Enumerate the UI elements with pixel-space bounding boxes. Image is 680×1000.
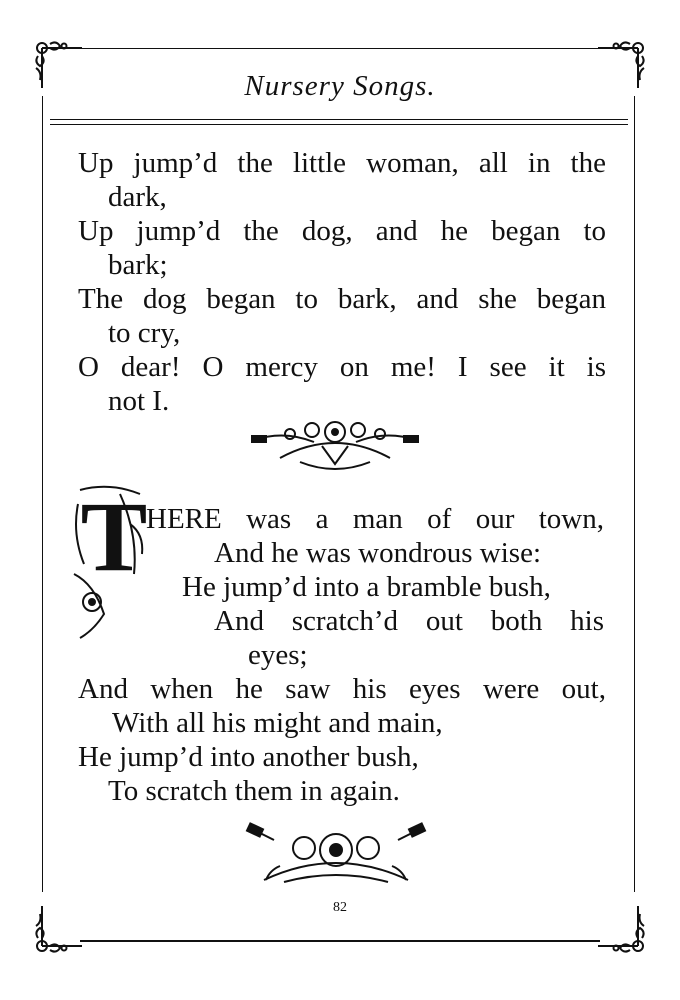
verse-line: to cry,	[108, 317, 181, 349]
verse-line: And scratch’d out both his	[214, 605, 604, 637]
drop-cap-text: T	[80, 484, 148, 592]
verse-line: And when he saw his eyes were out,	[78, 673, 606, 705]
verse-line: eyes;	[248, 639, 308, 671]
verse-line: HERE was a man of our town,	[146, 503, 604, 535]
frame-left-line	[42, 96, 43, 892]
title-rule-lower	[50, 124, 628, 125]
verse-line: He jump’d into another bush,	[78, 741, 419, 773]
verse-line: To scratch them in again.	[108, 775, 400, 807]
frame-top-line	[80, 48, 600, 49]
verse-line: bark;	[108, 249, 168, 281]
page-number: 82	[333, 900, 347, 915]
frame-bottom-line	[80, 940, 600, 942]
frame-right-line	[634, 96, 635, 892]
verse-line: He jump’d into a bramble bush,	[182, 571, 551, 603]
title-rule-upper	[50, 119, 628, 120]
running-title: Nursery Songs.	[244, 70, 436, 102]
verse-line: The dog began to bark, and she began	[78, 283, 606, 315]
verse-line: not I.	[108, 385, 170, 417]
verse-line: dark,	[108, 181, 167, 213]
drop-cap-letter	[70, 484, 152, 644]
floral-bouquet-ornament-icon	[244, 820, 428, 886]
floral-ornament-icon	[250, 412, 420, 474]
verse-line: With all his might and main,	[112, 707, 443, 739]
verse-line: O dear! O mercy on me! I see it is	[78, 351, 606, 383]
verse-line: Up jump’d the little woman, all in the	[78, 147, 606, 179]
verse-line: And he was wondrous wise:	[214, 537, 542, 569]
verse-line: Up jump’d the dog, and he began to	[78, 215, 606, 247]
